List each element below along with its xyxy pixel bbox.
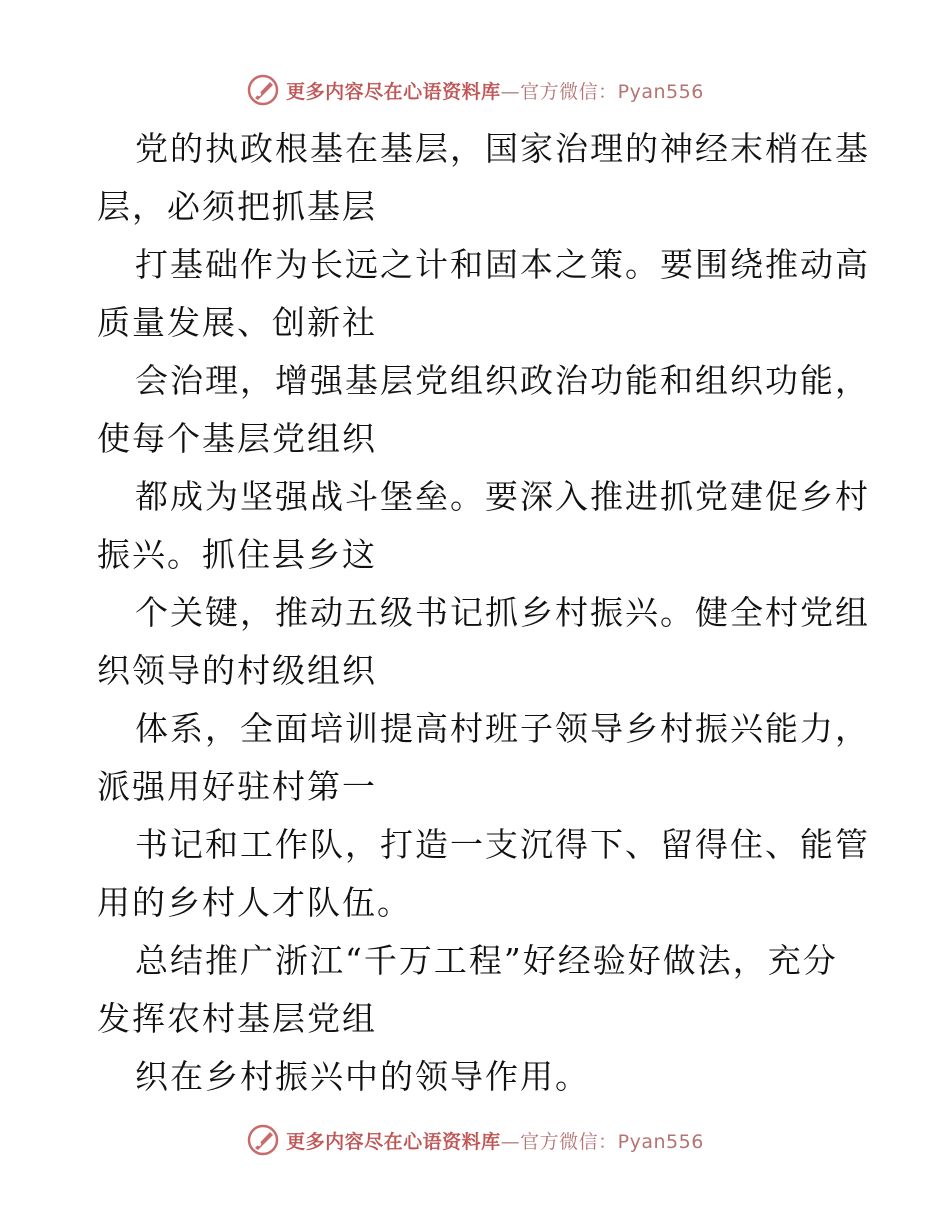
banner-separator: — (500, 1130, 521, 1153)
paragraph-line: 使每个基层党组织 (97, 419, 377, 458)
paragraph-7 (97, 816, 870, 932)
paragraph-line: 体系，全面培训提高村班子领导乡村振兴能力， (135, 709, 870, 748)
paragraph-6 (97, 700, 870, 816)
paragraph-line: 层，必须把抓基层 (97, 187, 377, 226)
paragraph-line: 个关键，推动五级书记抓乡村振兴。健全村党组 (135, 593, 870, 632)
paragraph-9 (97, 1048, 857, 1106)
banner-text (286, 1127, 704, 1154)
paragraph-1 (97, 120, 870, 236)
banner-lead-text: 更多内容尽在心语资料库 (286, 1130, 501, 1153)
paragraph-line: 会治理，增强基层党组织政治功能和组织功能， (135, 361, 870, 400)
banner-contact-text: 官方微信：Pyan556 (520, 80, 704, 103)
paragraph-line: 党的执政根基在基层，国家治理的神经末梢在基 (135, 129, 870, 168)
paragraph-line: 打基础作为长远之计和固本之策。要围绕推动高 (135, 245, 870, 284)
quill-pen-logo-icon (246, 73, 280, 107)
paragraph-line: 发挥农村基层党组 (97, 999, 377, 1038)
paragraph-line: 派强用好驻村第一 (97, 767, 377, 806)
banner-contact-text: 官方微信：Pyan556 (520, 1130, 704, 1153)
paragraph-4 (97, 468, 870, 584)
banner-separator: — (500, 80, 521, 103)
banner-text (286, 77, 704, 104)
footer-banner (0, 1120, 950, 1160)
paragraph-line: 总结推广浙江“千万工程”好经验好做法，充分 (135, 941, 838, 980)
paragraph-line: 织在乡村振兴中的领导作用。 (135, 1057, 590, 1096)
banner-lead-text: 更多内容尽在心语资料库 (286, 80, 501, 103)
paragraph-3 (97, 352, 870, 468)
document-body (97, 120, 870, 1106)
paragraph-line: 用的乡村人才队伍。 (97, 883, 412, 922)
paragraph-8 (97, 932, 857, 1048)
paragraph-5 (97, 584, 870, 700)
paragraph-line: 振兴。抓住县乡这 (97, 535, 377, 574)
quill-pen-logo-icon (246, 1123, 280, 1157)
paragraph-line: 都成为坚强战斗堡垒。要深入推进抓党建促乡村 (135, 477, 870, 516)
header-banner (0, 70, 950, 110)
paragraph-line: 书记和工作队，打造一支沉得下、留得住、能管 (135, 825, 870, 864)
paragraph-line: 织领导的村级组织 (97, 651, 377, 690)
paragraph-2 (97, 236, 870, 352)
paragraph-line: 质量发展、创新社 (97, 303, 377, 342)
